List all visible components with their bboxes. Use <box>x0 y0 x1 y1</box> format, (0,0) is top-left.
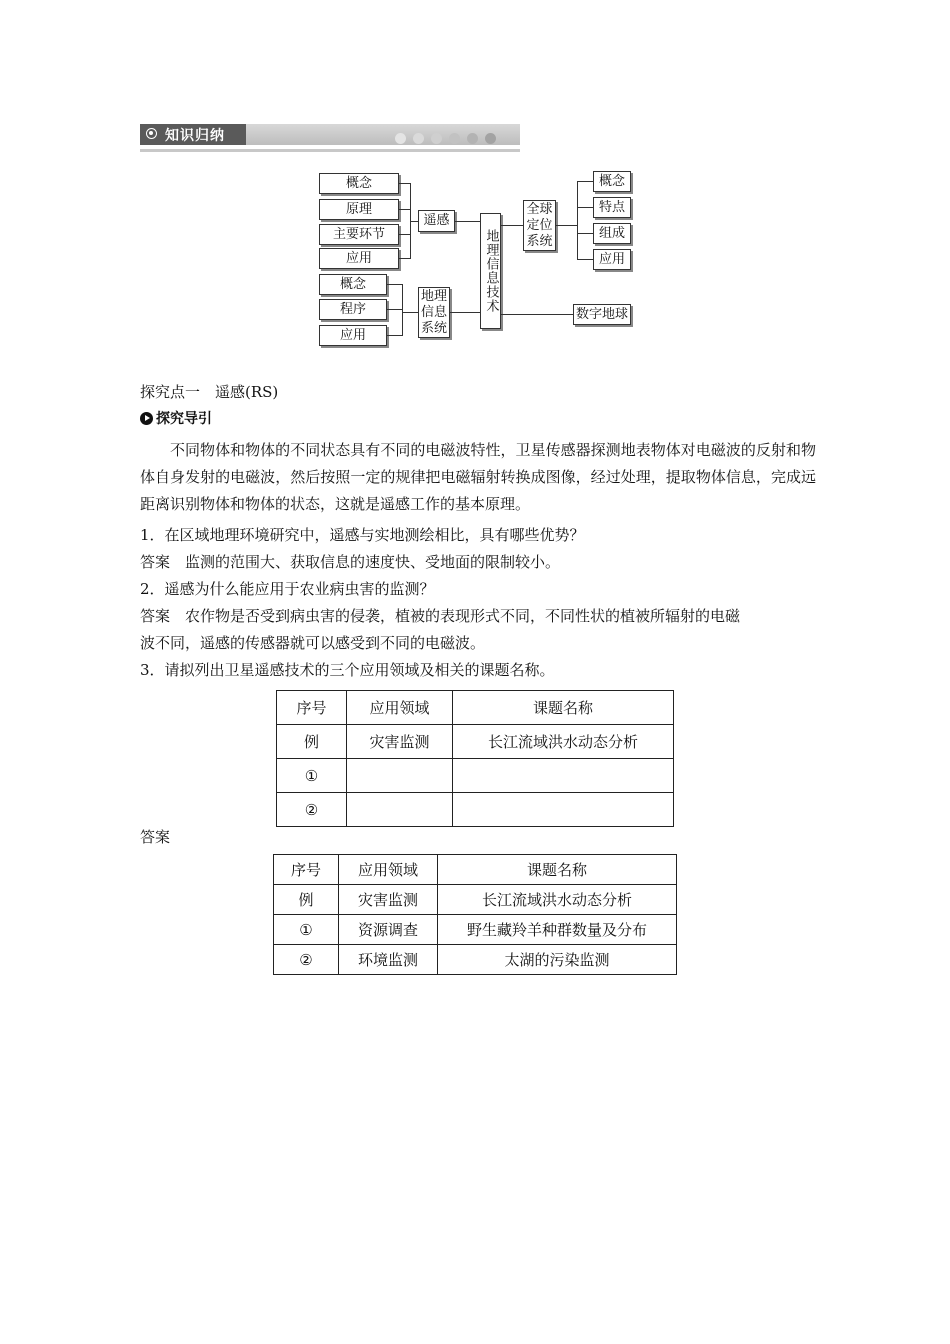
table-cell: 环境监测 <box>339 945 438 975</box>
question-table <box>276 690 674 827</box>
header-cell: 应用领域 <box>339 855 438 885</box>
table-cell: 野生藏羚羊种群数量及分布 <box>438 915 677 945</box>
connector-line <box>501 314 573 315</box>
rs-item-principle: 原理 <box>319 199 399 220</box>
connector-line <box>399 209 410 210</box>
play-icon <box>140 412 153 425</box>
connector-line <box>387 335 402 336</box>
geo-info-tech-box: 地理信息技术 <box>480 213 501 329</box>
table-row <box>277 759 674 793</box>
connector-line <box>402 312 418 313</box>
table-cell <box>347 793 453 827</box>
table-cell: ② <box>274 945 339 975</box>
gis-item-procedure: 程序 <box>319 299 387 320</box>
gps-item-application: 应用 <box>593 249 631 270</box>
table-cell <box>453 793 674 827</box>
table-header-row <box>274 855 677 885</box>
answer-label: 答案 <box>140 828 171 846</box>
sub-heading <box>140 408 212 428</box>
connector-line <box>399 258 410 259</box>
table-row <box>274 885 677 915</box>
table-cell: 长江流域洪水动态分析 <box>438 885 677 915</box>
gps-item-composition: 组成 <box>593 223 631 244</box>
banner-title: 知识归纳 <box>165 128 225 144</box>
rs-item-concept: 概念 <box>319 173 399 194</box>
table-cell: ① <box>274 915 339 945</box>
gis-item-concept: 概念 <box>319 274 387 295</box>
connector-line <box>577 259 593 260</box>
answer-1: 答案 监测的范围大、获取信息的速度快、受地面的限制较小。 <box>140 553 561 571</box>
gps-box: 全球 定位 系统 <box>523 200 556 251</box>
rs-box: 遥感 <box>418 210 455 232</box>
connector-line <box>399 234 410 235</box>
table-cell: ① <box>277 759 347 793</box>
gis-item-application: 应用 <box>319 325 387 346</box>
table-cell: ② <box>277 793 347 827</box>
header-cell: 序号 <box>274 855 339 885</box>
question-3: 3．请拟列出卫星遥感技术的三个应用领域及相关的课题名称。 <box>140 661 555 679</box>
answer-2-line-2: 波不同，遥感的传感器就可以感受到不同的电磁波。 <box>140 634 486 652</box>
connector-line <box>556 225 577 226</box>
table-row <box>277 793 674 827</box>
header-cell: 课题名称 <box>453 691 674 725</box>
header-cell: 应用领域 <box>347 691 453 725</box>
answer-2-line-1: 答案 农作物是否受到病虫害的侵袭，植被的表现形式不同，不同性状的植被所辐射的电磁 <box>140 607 741 625</box>
connector-line <box>577 181 593 182</box>
rs-item-main-steps: 主要环节 <box>319 224 399 245</box>
table-cell: 灾害监测 <box>347 725 453 759</box>
gps-item-features: 特点 <box>593 197 631 218</box>
table-cell <box>453 759 674 793</box>
table-header-row <box>277 691 674 725</box>
table-cell: 例 <box>277 725 347 759</box>
header-cell: 序号 <box>277 691 347 725</box>
connector-line <box>577 207 593 208</box>
connector-line <box>387 284 402 285</box>
question-2: 2．遥感为什么能应用于农业病虫害的监测？ <box>140 580 435 598</box>
section-title: 探究点一 遥感(RS) <box>140 383 279 401</box>
gis-box: 地理 信息 系统 <box>418 287 450 338</box>
connector-line <box>410 221 418 222</box>
connector-line <box>450 312 480 313</box>
table-cell: 灾害监测 <box>339 885 438 915</box>
connector-line <box>399 183 410 184</box>
intro-paragraph: 不同物体和物体的不同状态具有不同的电磁波特性，卫星传感器探测地表物体对电磁波的反射和物体自身发射的电磁波，然后按照一定的规律把电磁辐射转换成图像，经过处理，提取物体信息，完成远距离识别物体和物体的状态，这就是遥感工作的基本原理。 <box>140 441 816 513</box>
concept-diagram <box>0 0 950 360</box>
sub-heading-label: 探究导引 <box>156 411 212 427</box>
table-row <box>274 945 677 975</box>
rs-item-application: 应用 <box>319 248 399 269</box>
connector-line <box>387 309 402 310</box>
table-cell <box>347 759 453 793</box>
header-cell: 课题名称 <box>438 855 677 885</box>
answer-table <box>273 854 677 975</box>
table-cell: 太湖的污染监测 <box>438 945 677 975</box>
connector-line <box>577 233 593 234</box>
table-cell: 例 <box>274 885 339 915</box>
digital-earth-box: 数字地球 <box>573 304 631 325</box>
question-1: 1．在区域地理环境研究中，遥感与实地测绘相比，具有哪些优势？ <box>140 526 585 544</box>
gps-item-concept: 概念 <box>593 171 631 192</box>
table-row <box>274 915 677 945</box>
connector-line <box>455 221 480 222</box>
table-row <box>277 725 674 759</box>
table-cell: 资源调查 <box>339 915 438 945</box>
connector-line <box>402 284 403 336</box>
connector-line <box>577 181 578 260</box>
connector-line <box>501 225 523 226</box>
table-cell: 长江流域洪水动态分析 <box>453 725 674 759</box>
